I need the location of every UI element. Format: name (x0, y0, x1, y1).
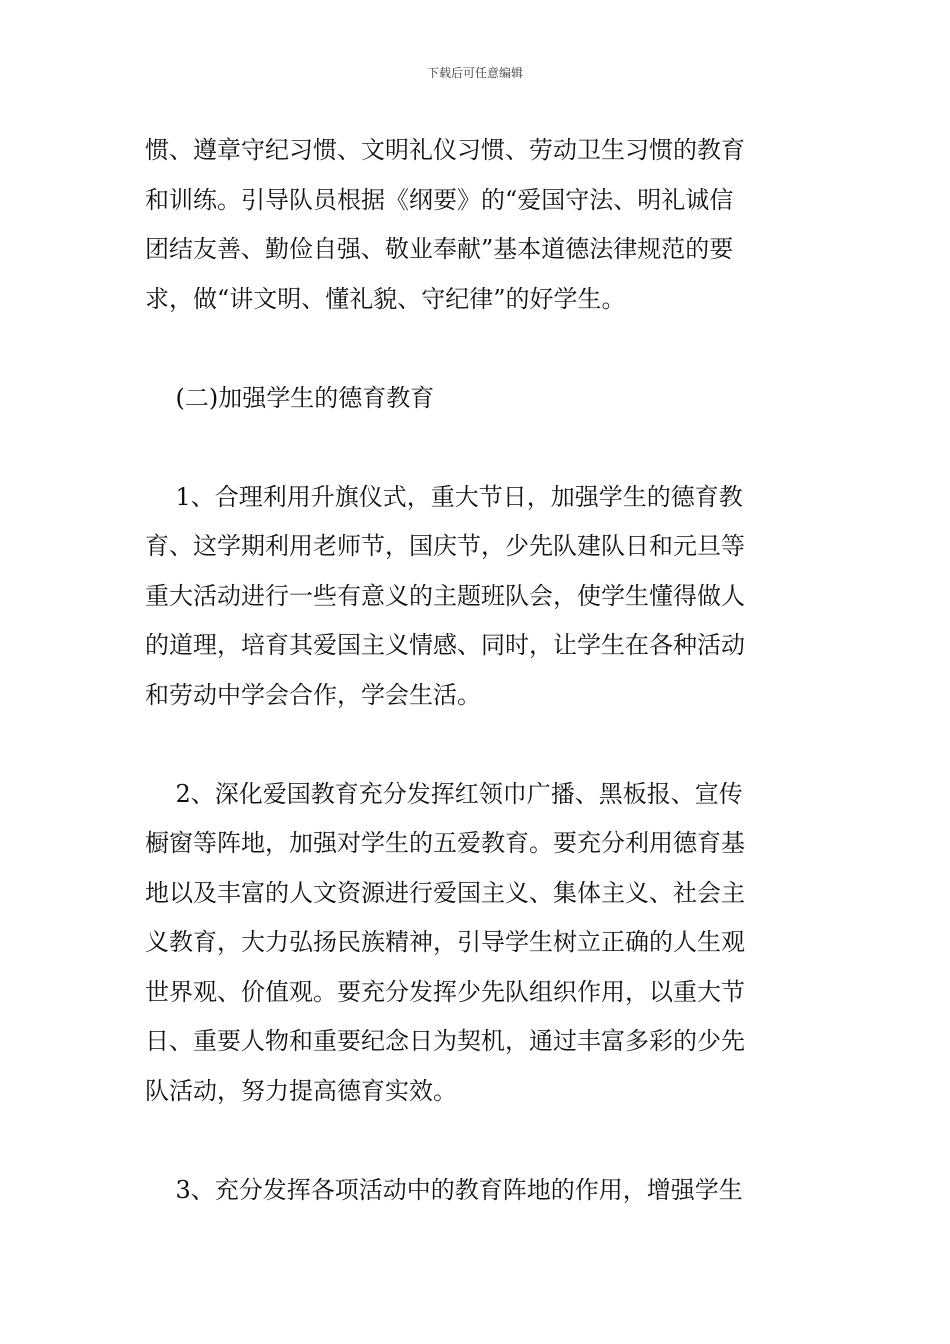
paragraph-gap (145, 1116, 810, 1166)
section-heading (145, 374, 810, 424)
text-line: 的道理，培育其爱国主义情感、同时，让学生在各种活动 (145, 631, 745, 659)
text-line: 2、深化爱国教育充分发挥红领巾广播、黑板报、宣传 (145, 779, 743, 808)
text-line: 日、重要人物和重要纪念日为契机，通过丰富多彩的少先 (145, 1027, 745, 1055)
paragraph-gap (145, 720, 810, 770)
paragraph-item-2 (145, 770, 810, 1117)
text-line: 队活动，努力提高德育实效。 (145, 1076, 457, 1105)
paragraph-item-3 (145, 1166, 810, 1216)
text-line: 和训练。引导队员根据《纲要》的“爱国守法、明礼诚信 (145, 185, 734, 214)
text-line: 重大活动进行一些有意义的主题班队会，使学生懂得做人 (145, 581, 745, 610)
text-line: 育、这学期利用老师节，国庆节，少先队建队日和元旦等 (145, 532, 745, 560)
document-body (145, 126, 810, 1215)
text-line: 1、合理利用升旗仪式，重大节日，加强学生的德育教 (145, 482, 743, 511)
text-line: 地以及丰富的人文资源进行爱国主义、集体主义、社会主 (145, 878, 745, 907)
text-line: 3、充分发挥各项活动中的教育阵地的作用，增强学生 (145, 1175, 743, 1204)
text-line: 橱窗等阵地，加强对学生的五爱教育。要充分利用德育基 (145, 829, 745, 857)
paragraph-habits (145, 126, 810, 324)
text-line: 求，做“讲文明、懂礼貌、守纪律”的好学生。 (145, 284, 626, 313)
text-line: 世界观、价值观。要充分发挥少先队组织作用，以重大节 (145, 977, 745, 1006)
heading-line: (二)加强学生的德育教育 (145, 383, 435, 412)
paragraph-gap (145, 324, 810, 374)
page-header-note: 下载后可任意编辑 (426, 66, 523, 80)
text-line: 和劳动中学会合作，学会生活。 (145, 680, 481, 709)
paragraph-gap (145, 423, 810, 473)
text-line: 惯、遵章守纪习惯、文明礼仪习惯、劳动卫生习惯的教育 (145, 136, 745, 164)
text-line: 团结友善、勤俭自强、敬业奉献”基本道德法律规范的要 (145, 235, 734, 263)
text-line: 义教育，大力弘扬民族精神，引导学生树立正确的人生观 (145, 928, 745, 956)
paragraph-item-1 (145, 473, 810, 721)
